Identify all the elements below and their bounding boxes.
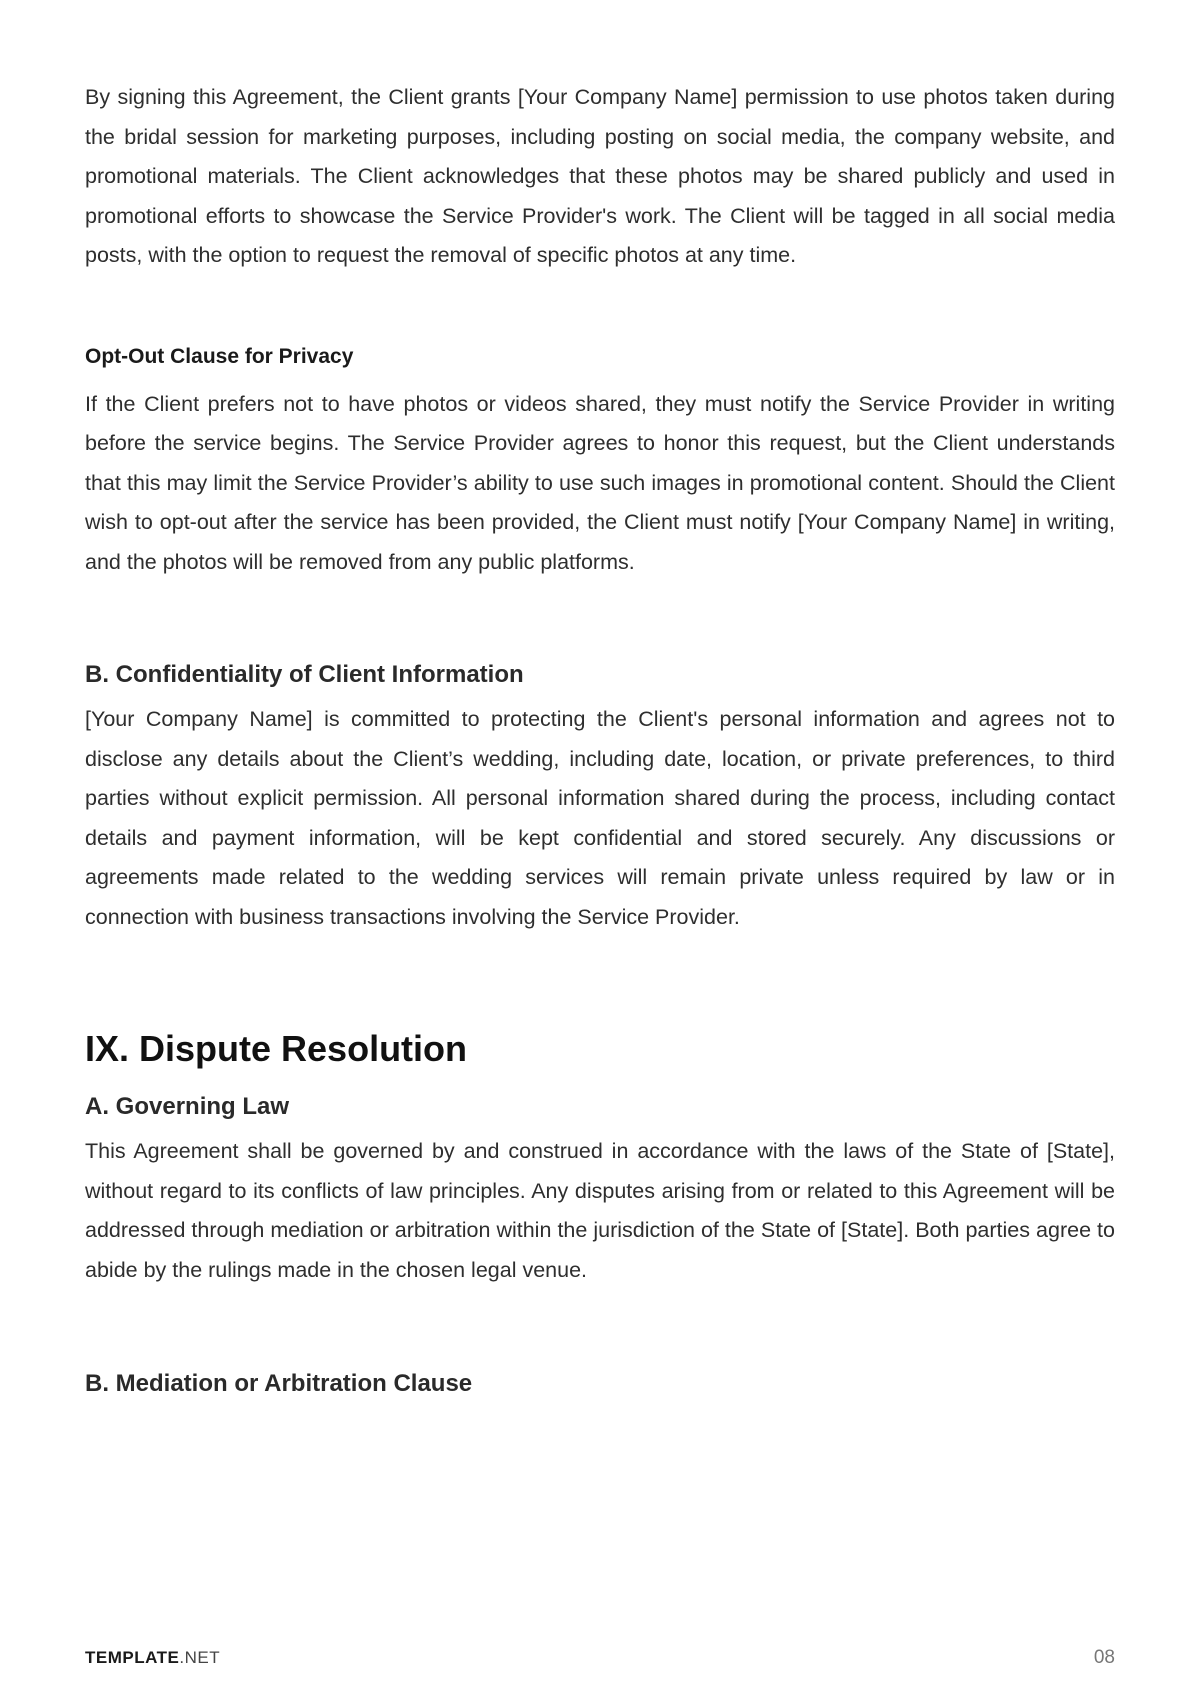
brand-name: TEMPLATE [85,1648,180,1667]
photo-permission-paragraph: By signing this Agreement, the Client grants [Your Company Name] permission to use photos taken during the bridal session for marketing purposes, including posting on social media, the company website, and promotional materials. The Client acknowledges that these photos may be shared publicly and used in promotional efforts to showcase the Service Provider's work. The Client will be tagged in all social media posts, with the option to request the removal of specific photos at any time. [85,85,1115,267]
governing-law-heading: A. Governing Law [85,1093,290,1120]
opt-out-paragraph: If the Client prefers not to have photos or videos shared, they must notify the Service Provider in writing before the service begins. The Service Provider agrees to honor this request, but the Client understands that this may limit the Service Provider’s ability to use such images in promotional content. Should the Client wish to opt-out after the service has been provided, the Client must notify [Your Company Name] in writing, and the photos will be removed from any public platforms. [85,391,1115,574]
confidentiality-paragraph: [Your Company Name] is committed to protecting the Client's personal information and agrees not to disclose any details about the Client’s wedding, including date, location, or private preferences, to third parties without explicit permission. All personal information shared during the process, including contact details and payment information, will be kept confidential and stored securely. Any discussions or agreements made related to the wedding services will remain private unless required by law or in connection with business transactions involving the Service Provider. [85,707,1115,929]
document-page [85,78,1115,1400]
confidentiality-heading: B. Confidentiality of Client Information [85,661,524,688]
opt-out-heading: Opt-Out Clause for Privacy [85,344,354,368]
brand-suffix: .NET [179,1648,221,1667]
page-footer [85,1648,1115,1678]
brand-logo [85,1648,220,1668]
page-number: 08 [1093,1647,1115,1668]
mediation-heading: B. Mediation or Arbitration Clause [85,1370,473,1397]
governing-law-paragraph: This Agreement shall be governed by and construed in accordance with the laws of the State of [State], without regard to its conflicts of law principles. Any disputes arising from or related to this Agreement will be addressed through mediation or arbitration within the jurisdiction of the State of [State]. Both parties agree to abide by the rulings made in the chosen legal venue. [85,1139,1115,1282]
dispute-resolution-heading: IX. Dispute Resolution [85,1028,468,1069]
